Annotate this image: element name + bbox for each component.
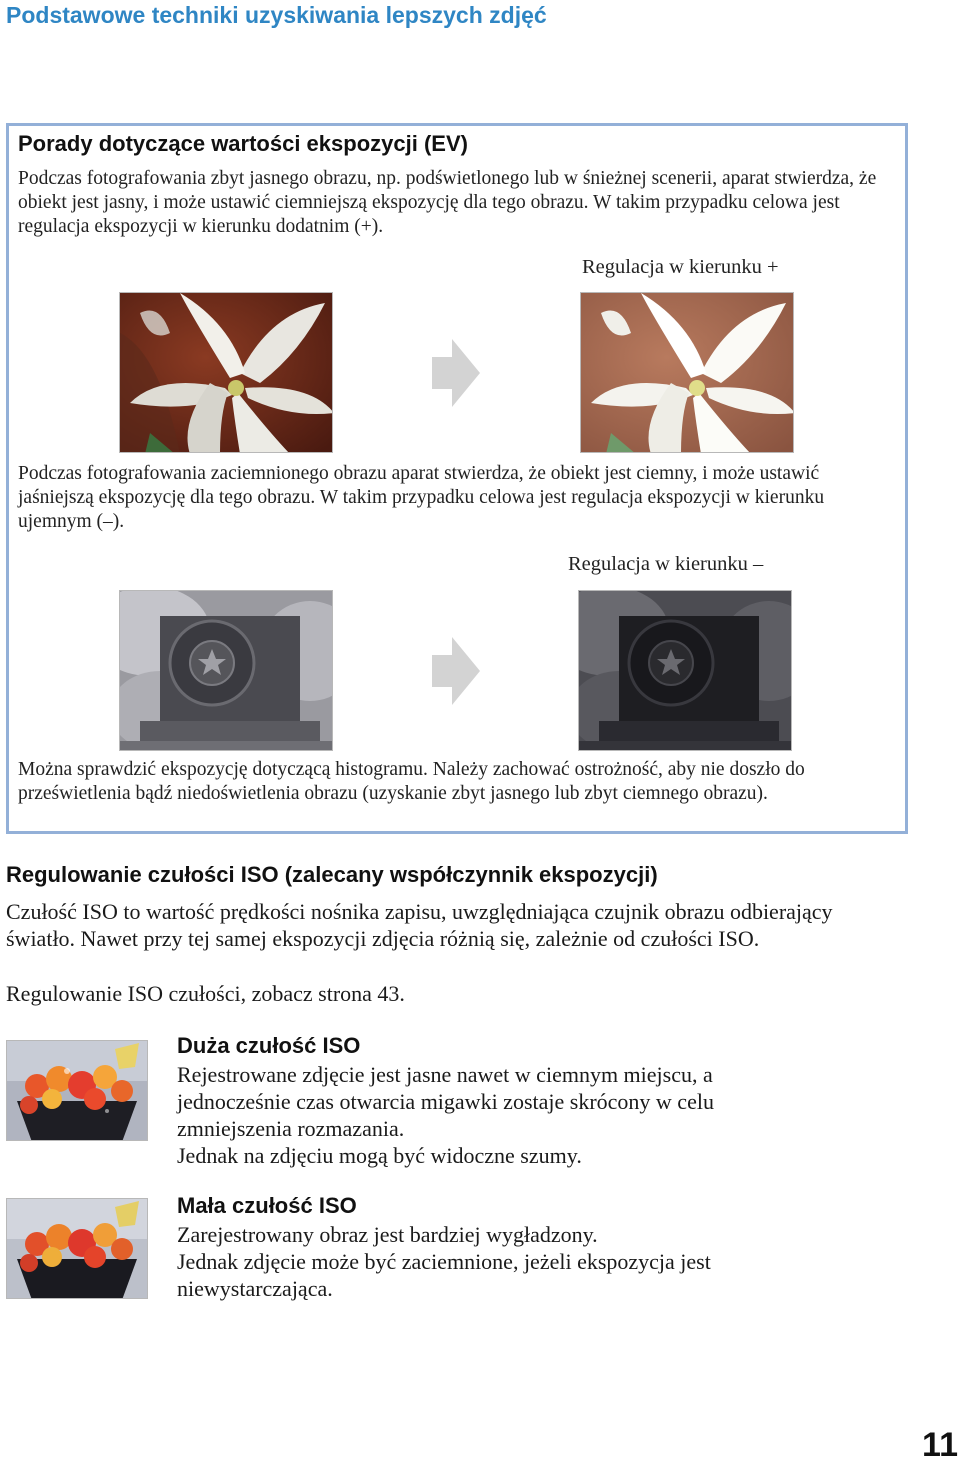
- histogram-note: Można sprawdzić ekspozycję dotyczącą histogramu. Należy zachować ostrożność, aby nie doszło do prześwietlenia bądź niedoświetlenia obrazu (uzyskanie zbyt jasnego lub zbyt ciemnego obrazu).: [18, 759, 805, 804]
- low-iso-description: Zarejestrowany obraz jest bardziej wygładzony.: [177, 1222, 598, 1247]
- ev-tips-heading: Porady dotyczące wartości ekspozycji (EV): [18, 131, 468, 156]
- ev-tips-paragraph-plus: Podczas fotografowania zbyt jasnego obrazu, np. podświetlonego lub w śnieżnej scenerii, aparat stwierdza, że obiekt jest jasny, i może ustawić ciemniejszą ekspozycję dla tego obrazu. W takim przypadku celowa jest regulacja ekspozycji w kierunku dodatnim (+).: [18, 168, 877, 237]
- right-arrow-icon: [432, 339, 480, 407]
- flower-photo-before: [119, 292, 333, 453]
- low-iso-photo: [6, 1198, 148, 1299]
- high-iso-note: Jednak na zdjęciu mogą być widoczne szumy.: [177, 1143, 582, 1168]
- train-photo-after: [578, 590, 792, 751]
- iso-section-body: Czułość ISO to wartość prędkości nośnika zapisu, uwzględniająca czujnik obrazu odbierający światło. Nawet przy tej samej ekspozycji zdjęcia różnią się, zależnie od czułości ISO.: [6, 899, 833, 951]
- low-iso-note: Jednak zdjęcie może być zaciemnione, jeżeli ekspozycja jest niewystarczająca.: [177, 1249, 711, 1301]
- right-arrow-icon: [432, 637, 480, 705]
- page-header-title: Podstawowe techniki uzyskiwania lepszych zdjęć: [6, 2, 547, 28]
- high-iso-title: Duża czułość ISO: [177, 1033, 361, 1058]
- high-iso-photo: [6, 1040, 148, 1141]
- train-photo-before: [119, 590, 333, 751]
- low-iso-title: Mała czułość ISO: [177, 1193, 357, 1218]
- flower-photo-after: [580, 292, 794, 453]
- ev-tips-paragraph-minus: Podczas fotografowania zaciemnionego obrazu aparat stwierdza, że obiekt jest ciemny, i może ustawić jaśniejszą ekspozycję dla tego obrazu. W takim przypadku celowa jest regulacja ekspozycji w kierunku ujemnym (–).: [18, 463, 825, 532]
- caption-adjust-plus: Regulacja w kierunku +: [582, 256, 779, 278]
- iso-section-heading: Regulowanie czułości ISO (zalecany współczynnik ekspozycji): [6, 862, 658, 887]
- caption-adjust-minus: Regulacja w kierunku –: [568, 553, 764, 575]
- high-iso-description: Rejestrowane zdjęcie jest jasne nawet w ciemnym miejscu, a jednocześnie czas otwarcia migawki zostaje skrócony w celu zmniejszenia rozmazania.: [177, 1062, 714, 1141]
- iso-page-reference: Regulowanie ISO czułości, zobacz strona 43.: [6, 981, 405, 1006]
- page-number: 11: [922, 1426, 958, 1464]
